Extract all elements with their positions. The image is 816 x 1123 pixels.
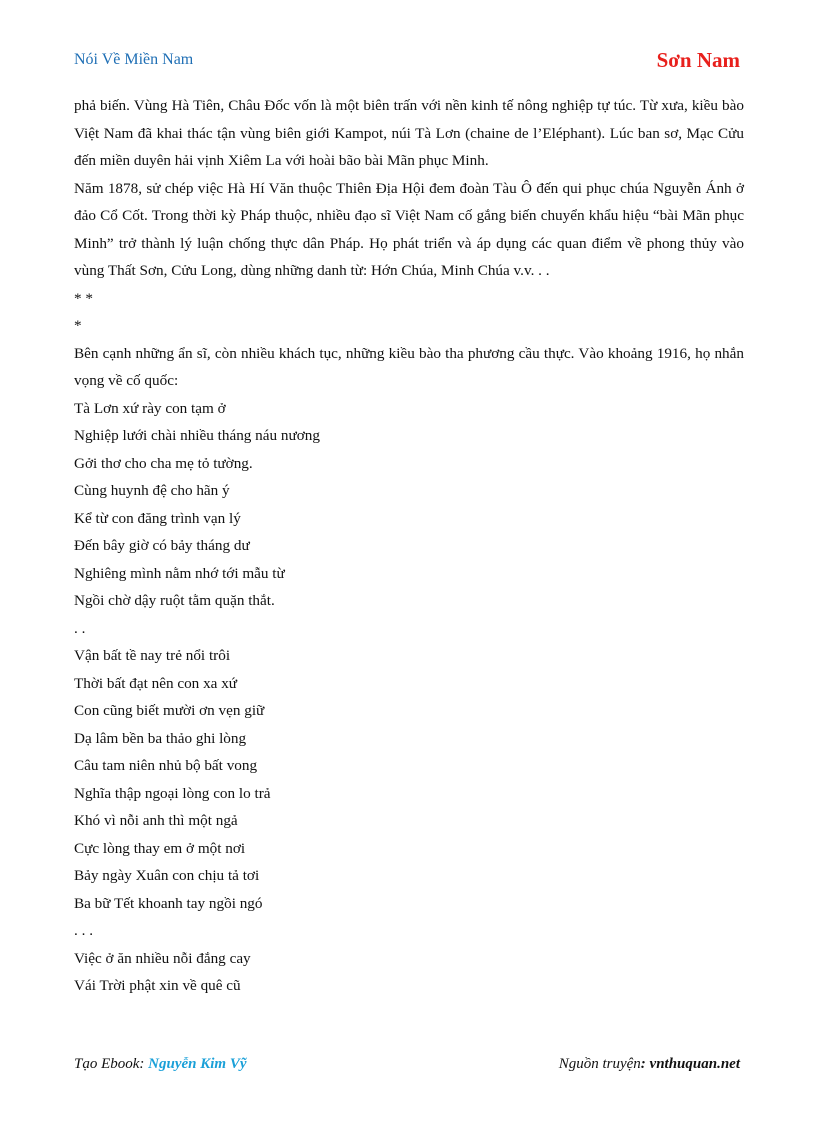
paragraph-3: Bên cạnh những ẩn sĩ, còn nhiều khách tục, những kiều bào tha phương cầu thực. Vào khoảng 1916, họ nhắn vọng về cố quốc: (74, 344, 744, 389)
poem-line: Con cũng biết mười ơn vẹn giữ (74, 702, 265, 719)
poem-line: Vận bất tề nay trẻ nổi trôi (74, 647, 231, 664)
footer-ebook-credit: Tạo Ebook: Nguyễn Kim Vỹ (74, 1056, 247, 1072)
ellipsis: . . (74, 619, 86, 637)
separator-stars: * * (74, 289, 93, 307)
poem-line: Khó vì nỗi anh thì một ngả (74, 812, 238, 829)
poem-line: Ngồi chờ dậy ruột tằm quặn thắt. (74, 592, 275, 609)
poem-line: Nghĩa thập ngoại lòng con lo trả (74, 784, 271, 802)
poem-line: Việc ở ăn nhiều nỗi đắng cay (74, 949, 251, 967)
poem-line: Nghiệp lưới chài nhiều tháng náu nương (74, 427, 320, 444)
separator-star: * (74, 317, 82, 334)
poem-line: Vái Trời phật xin về quê cũ (74, 977, 241, 994)
poem-line: Ba bữ Tết khoanh tay ngồi ngó (74, 894, 263, 912)
poem-line: Kể từ con đăng trình vạn lý (74, 509, 241, 527)
poem-line: Câu tam niên nhủ bộ bất vong (74, 757, 258, 774)
poem-line: Cùng huynh đệ cho hãn ý (74, 482, 230, 499)
poem-line: Cực lòng thay em ở một nơi (74, 839, 246, 857)
poem-line: Gởi thơ cho cha mẹ tỏ tường. (74, 454, 253, 472)
paragraph-2: Năm 1878, sử chép việc Hà Hí Văn thuộc Thiên Địa Hội đem đoàn Tàu Ô đến qui phục chúa Nguyễn Ánh ở đảo Cổ Cốt. Trong thời kỳ Pháp thuộc, nhiều đạo sĩ Việt Nam cố gắng biến chuyển khẩu hiệu “bài Mãn phục Minh” trở thành lý luận chống thực dân Pháp. Họ phát triển và áp dụng các quan điểm về phong thủy vào vùng Thất Sơn, Cửu Long, dùng những danh từ: Hớn Chúa, Minh Chúa v.v. . . (74, 179, 744, 279)
poem-line: Tà Lơn xứ rày con tạm ở (74, 399, 226, 417)
page-body (74, 92, 744, 1000)
ellipsis: . . . (74, 922, 93, 939)
paragraph-1: phả biến. Vùng Hà Tiên, Châu Đốc vốn là một biên trấn với nền kinh tế nông nghiệp tự túc. Từ xưa, kiều bào Việt Nam đã khai thác tận vùng biên giới Kampot, núi Tà Lơn (chaine de l’Eléphant). Lúc ban sơ, Mạc Cửu đến miền duyên hải vịnh Xiêm La với hoài bão bài Mãn phục Minh. (74, 97, 744, 169)
poem-line: Nghiêng mình nằm nhớ tới mẫu từ (74, 564, 285, 582)
poem-line: Dạ lâm bền ba thảo ghi lòng (74, 729, 247, 747)
poem-line: Bảy ngày Xuân con chịu tả tơi (74, 867, 260, 884)
book-title: Nói Về Miền Nam (74, 51, 194, 68)
ebook-label: Tạo Ebook (74, 1056, 140, 1072)
poem-line: Đến bây giờ có bảy tháng dư (74, 537, 250, 554)
ebook-creator-name: Nguyễn Kim Vỹ (148, 1056, 247, 1072)
footer-source-credit: Nguồn truyện: vnthuquan.net (558, 1056, 740, 1072)
poem-line: Thời bất đạt nên con xa xứ (74, 674, 238, 692)
source-site: vnthuquan.net (649, 1056, 740, 1072)
source-label: Nguồn truyện (558, 1056, 641, 1072)
author-name: Sơn Nam (656, 48, 740, 72)
